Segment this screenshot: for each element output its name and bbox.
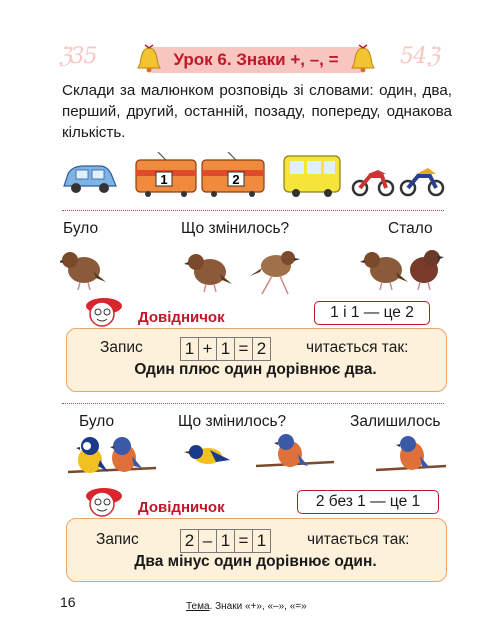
record-cell: – — [198, 529, 217, 553]
guide2-reads-as: читається так: — [307, 531, 410, 548]
record-cell: 1 — [216, 529, 235, 553]
guide1-record-label: Запис — [100, 339, 143, 356]
guide1-badge: 1 і 1 — це 2 — [314, 301, 430, 325]
guide1-record-cells — [180, 337, 270, 361]
record-cell: = — [234, 337, 253, 361]
footer-topic-text: . Знаки «+», «–», «=» — [209, 601, 307, 612]
decorative-digits-right: 54ℨ — [400, 44, 439, 69]
page-number: 16 — [60, 594, 76, 610]
section-divider — [62, 403, 444, 404]
vehicles-illustration — [62, 152, 452, 198]
guide2-badge: 2 без 1 — це 1 — [297, 490, 439, 514]
guide2-record-label: Запис — [96, 531, 139, 548]
motorcycle-icon — [353, 170, 393, 195]
guide1-reads-as: читається так: — [306, 339, 409, 356]
sparrow-icon — [360, 252, 408, 290]
guide1-title: Довідничок — [138, 309, 225, 326]
sparrow-icon — [250, 251, 300, 294]
bluebird-icon — [110, 437, 142, 472]
section1-col1-label: Було — [63, 220, 99, 237]
footer-topic-label: Тема — [186, 601, 210, 612]
sparrow-icon — [60, 252, 106, 290]
record-cell: 2 — [180, 529, 199, 553]
section2-col3-label: Залишилось — [350, 413, 441, 430]
guide1-sentence: Один плюс один дорівнює два. — [134, 361, 377, 378]
helper-boy-icon — [82, 292, 126, 332]
tram1-number: 1 — [160, 172, 168, 187]
record-cell: = — [234, 529, 253, 553]
section1-col3-label: Стало — [388, 220, 433, 237]
motorcycle-icon — [401, 168, 443, 195]
sparrow-icon — [410, 250, 444, 290]
section1-col2-label: Що змінилось? — [181, 220, 290, 237]
guide2-title: Довідничок — [138, 499, 225, 516]
section-divider — [62, 210, 444, 211]
sparrow-icon — [184, 254, 232, 292]
record-cell: 2 — [252, 337, 271, 361]
guide2-sentence: Два мінус один дорівнює один. — [134, 553, 377, 570]
bluebird-icon — [184, 445, 230, 464]
intro-text: Склади за малюнком розповідь зі словами: один, два, перший, другий, останній, позаду, попереду, однакова кількість. — [62, 82, 452, 141]
bluebird-icon — [274, 434, 308, 467]
decorative-digits-left: ℨ35 — [58, 44, 97, 69]
record-cell: 1 — [180, 337, 199, 361]
guide2-record-cells — [180, 529, 270, 553]
record-cell: 1 — [252, 529, 271, 553]
bus-icon — [284, 156, 340, 197]
record-cell: + — [198, 337, 217, 361]
bluebird-icon — [396, 436, 430, 470]
section2-col1-label: Було — [79, 413, 115, 430]
bluebirds-illustration — [60, 434, 450, 484]
bluebird-icon — [76, 437, 108, 473]
car-icon — [64, 166, 116, 193]
footer-topic — [186, 601, 307, 612]
helper-boy-icon — [82, 482, 126, 522]
tram2-number: 2 — [232, 172, 240, 187]
record-cell: 1 — [216, 337, 235, 361]
section2-col2-label: Що змінилось? — [178, 413, 287, 430]
lesson-title: Урок 6. Знаки +, –, = — [173, 50, 339, 69]
